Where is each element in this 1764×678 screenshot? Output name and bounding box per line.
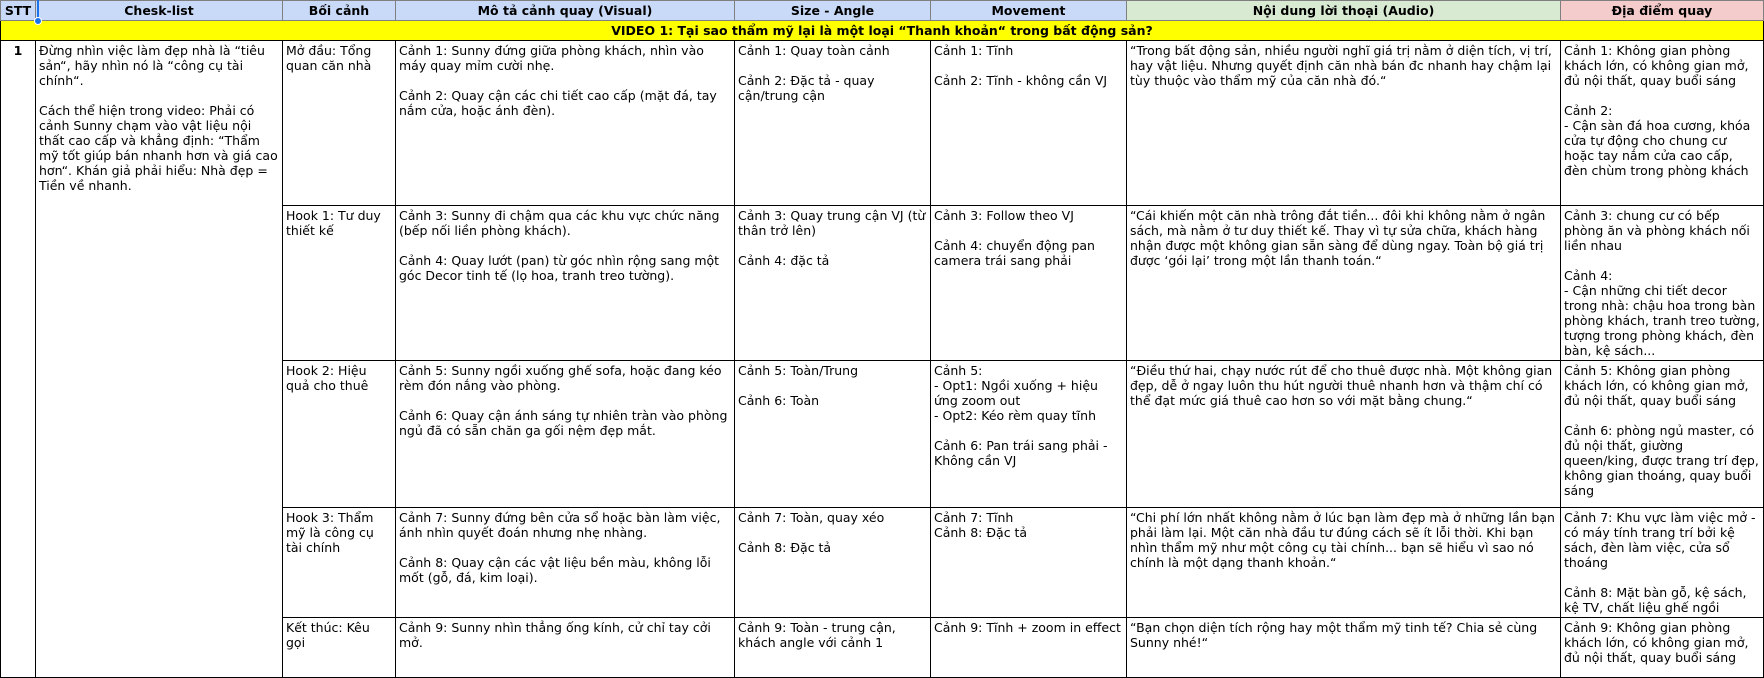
cell-selection-handle[interactable]: [34, 17, 42, 25]
col-header-stt[interactable]: STT: [1, 1, 36, 21]
size-angle-cell[interactable]: [735, 508, 931, 618]
place-cell-text: Cảnh 5: Không gian phòng khách lớn, có không gian mở, đủ nội thất, quay buổi sáng: [1564, 363, 1753, 408]
visual-cell[interactable]: [396, 618, 735, 678]
movement-cell-text: Cảnh 3: Follow theo VJ: [934, 208, 1074, 223]
checklist-cell-text: Cách thể hiện trong video: Phải có cảnh Sunny chạm vào vật liệu nội thất cao cấp và khẳng định: “Thẩm mỹ tốt giúp bán nhanh hơn và giá cao hơn“. Khán giả phải hiểu: Nhà đẹp = Tiền về nhanh.: [39, 103, 282, 193]
video-title-row: [1, 21, 1764, 41]
checklist-cell[interactable]: [36, 41, 283, 678]
visual-cell-text: Cảnh 7: Sunny đứng bên cửa sổ hoặc bàn làm việc, ánh nhìn quyết đoán nhưng nhẹ nhàng.: [399, 510, 725, 540]
size-angle-cell-text: Cảnh 7: Toàn, quay xéo: [738, 510, 885, 525]
cell-gap: [1564, 88, 1760, 103]
col-header-audio[interactable]: Nội dung lời thoại (Audio): [1127, 1, 1561, 21]
visual-cell[interactable]: [396, 41, 735, 206]
movement-cell[interactable]: [931, 508, 1127, 618]
place-cell-text: Cảnh 1: Không gian phòng khách lớn, có không gian mở, đủ nội thất, quay buổi sáng: [1564, 43, 1753, 88]
size-angle-cell[interactable]: [735, 361, 931, 508]
col-header-checklist[interactable]: Chesk-list: [36, 1, 283, 21]
col-header-context[interactable]: Bối cảnh: [283, 1, 396, 21]
movement-cell[interactable]: [931, 206, 1127, 361]
cell-gap: [738, 525, 927, 540]
movement-cell[interactable]: [931, 41, 1127, 206]
visual-cell[interactable]: [396, 361, 735, 508]
stt-cell[interactable]: 1: [1, 41, 36, 678]
cell-gap: [399, 393, 731, 408]
size-angle-cell-text: Cảnh 8: Đặc tả: [738, 540, 832, 555]
movement-cell-text: Cảnh 4: chuyển động pan camera trái sang phải: [934, 238, 1099, 268]
audio-cell[interactable]: “Bạn chọn diện tích rộng hay một thẩm mỹ tinh tế? Chia sẻ cùng Sunny nhé!“: [1127, 618, 1561, 678]
cell-gap: [738, 238, 927, 253]
movement-cell[interactable]: [931, 618, 1127, 678]
context-cell[interactable]: Hook 2: Hiệu quả cho thuê: [283, 361, 396, 508]
checklist-cell-text: Đừng nhìn việc làm đẹp nhà là “tiêu sản“, hãy nhìn nó là “công cụ tài chính“.: [39, 43, 269, 88]
size-angle-cell-text: Cảnh 9: Toàn - trung cận, khách angle với cảnh 1: [738, 620, 900, 650]
cell-gap: [1564, 408, 1760, 423]
visual-cell-text: Cảnh 6: Quay cận ánh sáng tự nhiên tràn vào phòng ngủ đã có sẵn chăn ga gối nệm đẹp mắt.: [399, 408, 732, 438]
cell-gap: [1564, 253, 1760, 268]
cell-gap: [934, 223, 1123, 238]
place-cell[interactable]: [1561, 618, 1764, 678]
cell-gap: [934, 58, 1123, 73]
audio-cell[interactable]: “Cái khiến một căn nhà trông đắt tiền... đôi khi không nằm ở ngân sách, mà nằm ở tư duy thiết kế. Thay vì tự sửa chữa, khách hàng nhận được một không gian sẵn sàng để dùng ngay. Toàn bộ giá trị được ‘gói lại’ trong một lần thanh toán.“: [1127, 206, 1561, 361]
visual-cell-text: Cảnh 8: Quay cận các vật liệu bền màu, không lỗi mốt (gỗ, đá, kim loại).: [399, 555, 715, 585]
place-cell[interactable]: [1561, 206, 1764, 361]
place-cell-text: Cảnh 2: - Cận sàn đá hoa cương, khóa cửa tự động cho chung cư hoặc tay nắm cửa cao cấp, đèn chùm trong phòng khách: [1564, 103, 1751, 178]
size-angle-cell-text: Cảnh 3: Quay trung cận VJ (từ thân trở lên): [738, 208, 930, 238]
context-cell[interactable]: Kết thúc: Kêu gọi: [283, 618, 396, 678]
movement-cell[interactable]: [931, 361, 1127, 508]
cell-gap: [738, 378, 927, 393]
place-cell-text: Cảnh 8: Mặt bàn gỗ, kệ sách, kệ TV, chất liệu ghế ngồi: [1564, 585, 1751, 615]
size-angle-cell-text: Cảnh 6: Toàn: [738, 393, 820, 408]
col-header-size[interactable]: Size - Angle: [735, 1, 931, 21]
cell-gap: [934, 423, 1123, 438]
audio-cell[interactable]: “Điều thứ hai, chạy nước rút để cho thuê được nhà. Một không gian đẹp, dễ ở ngay luôn thu hút người thuê nhanh hơn và thậm chí có thể đạt mức giá thuê cao hơn so với mặt bằng chung.“: [1127, 361, 1561, 508]
cell-gap: [399, 238, 731, 253]
size-angle-cell-text: Cảnh 5: Toàn/Trung: [738, 363, 859, 378]
table-row: [1, 41, 1764, 206]
place-cell[interactable]: [1561, 508, 1764, 618]
visual-cell-text: Cảnh 3: Sunny đi chậm qua các khu vực chức năng (bếp nối liền phòng khách).: [399, 208, 724, 238]
size-angle-cell-text: Cảnh 4: đặc tả: [738, 253, 830, 268]
col-header-visual[interactable]: Mô tả cảnh quay (Visual): [396, 1, 735, 21]
cell-gap: [738, 58, 927, 73]
movement-cell-text: Cảnh 9: Tĩnh + zoom in effect: [934, 620, 1121, 635]
col-header-movement[interactable]: Movement: [931, 1, 1127, 21]
place-cell[interactable]: [1561, 41, 1764, 206]
cell-gap: [399, 73, 731, 88]
visual-cell[interactable]: [396, 508, 735, 618]
audio-cell[interactable]: “Chi phí lớn nhất không nằm ở lúc bạn làm đẹp mà ở những lần bạn phải làm lại. Một căn nhà đầu tư đúng cách sẽ ít lỗi thời. Khi bạn nhìn thẩm mỹ như một công cụ tài chính... bạn sẽ hiểu vì sao nó chính là một dạng thanh khoản.“: [1127, 508, 1561, 618]
visual-cell-text: Cảnh 2: Quay cận các chi tiết cao cấp (mặt đá, tay nắm cửa, hoặc ánh đèn).: [399, 88, 721, 118]
place-cell[interactable]: [1561, 361, 1764, 508]
movement-cell-text: Cảnh 2: Tĩnh - không cần VJ: [934, 73, 1108, 88]
place-cell-text: Cảnh 4: - Cận những chi tiết decor trong nhà: chậu hoa trong bàn phòng khách, tranh treo tường, tượng trong phòng khách, đèn bàn, kệ sách...: [1564, 268, 1760, 358]
place-cell-text: Cảnh 3: chung cư có bếp phòng ăn và phòng khách nối liền nhau: [1564, 208, 1754, 253]
size-angle-cell[interactable]: [735, 618, 931, 678]
cell-gap: [399, 540, 731, 555]
visual-cell-text: Cảnh 9: Sunny nhìn thẳng ống kính, cử chỉ tay cởi mở.: [399, 620, 715, 650]
context-cell[interactable]: Hook 3: Thẩm mỹ là công cụ tài chính: [283, 508, 396, 618]
place-cell-text: Cảnh 7: Khu vực làm việc mở - có máy tính trang trí bởi kệ sách, đèn làm việc, cửa sổ thoáng: [1564, 510, 1760, 570]
place-cell-text: Cảnh 6: phòng ngủ master, có đủ nội thất, giường queen/king, được trang trí đẹp, không gian thoáng, quay buổi sáng: [1564, 423, 1763, 498]
video-title-cell[interactable]: VIDEO 1: Tại sao thẩm mỹ lại là một loại “Thanh khoản“ trong bất động sản?: [1, 21, 1764, 41]
size-angle-cell-text: Cảnh 2: Đặc tả - quay cận/trung cận: [738, 73, 879, 103]
audio-cell[interactable]: “Trong bất động sản, nhiều người nghĩ giá trị nằm ở diện tích, vị trí, hay vật liệu. Nhưng quyết định căn nhà bán đc nhanh hay chậm lại tùy thuộc vào thẩm mỹ của căn nhà đó.“: [1127, 41, 1561, 206]
movement-cell-text: Cảnh 5: - Opt1: Ngồi xuống + hiệu ứng zoom out - Opt2: Kéo rèm quay tĩnh: [934, 363, 1098, 423]
size-angle-cell[interactable]: [735, 206, 931, 361]
visual-cell-text: Cảnh 4: Quay lướt (pan) từ góc nhìn rộng sang một góc Decor tinh tế (lọ hoa, tranh treo tường).: [399, 253, 724, 283]
visual-cell[interactable]: [396, 206, 735, 361]
size-angle-cell-text: Cảnh 1: Quay toàn cảnh: [738, 43, 890, 58]
col-header-place[interactable]: Địa điểm quay: [1561, 1, 1764, 21]
cell-gap: [1564, 570, 1760, 585]
header-row: [1, 1, 1764, 21]
visual-cell-text: Cảnh 1: Sunny đứng giữa phòng khách, nhìn vào máy quay mỉm cười nhẹ.: [399, 43, 708, 73]
context-cell[interactable]: Mở đầu: Tổng quan căn nhà: [283, 41, 396, 206]
cell-gap: [39, 88, 279, 103]
movement-cell-text: Cảnh 1: Tĩnh: [934, 43, 1014, 58]
movement-cell-text: Cảnh 7: Tĩnh Cảnh 8: Đặc tả: [934, 510, 1028, 540]
movement-cell-text: Cảnh 6: Pan trái sang phải - Không cần VJ: [934, 438, 1112, 468]
place-cell-text: Cảnh 9: Không gian phòng khách lớn, có không gian mở, đủ nội thất, quay buổi sáng: [1564, 620, 1753, 665]
context-cell[interactable]: Hook 1: Tư duy thiết kế: [283, 206, 396, 361]
size-angle-cell[interactable]: [735, 41, 931, 206]
visual-cell-text: Cảnh 5: Sunny ngồi xuống ghế sofa, hoặc đang kéo rèm đón nắng vào phòng.: [399, 363, 726, 393]
